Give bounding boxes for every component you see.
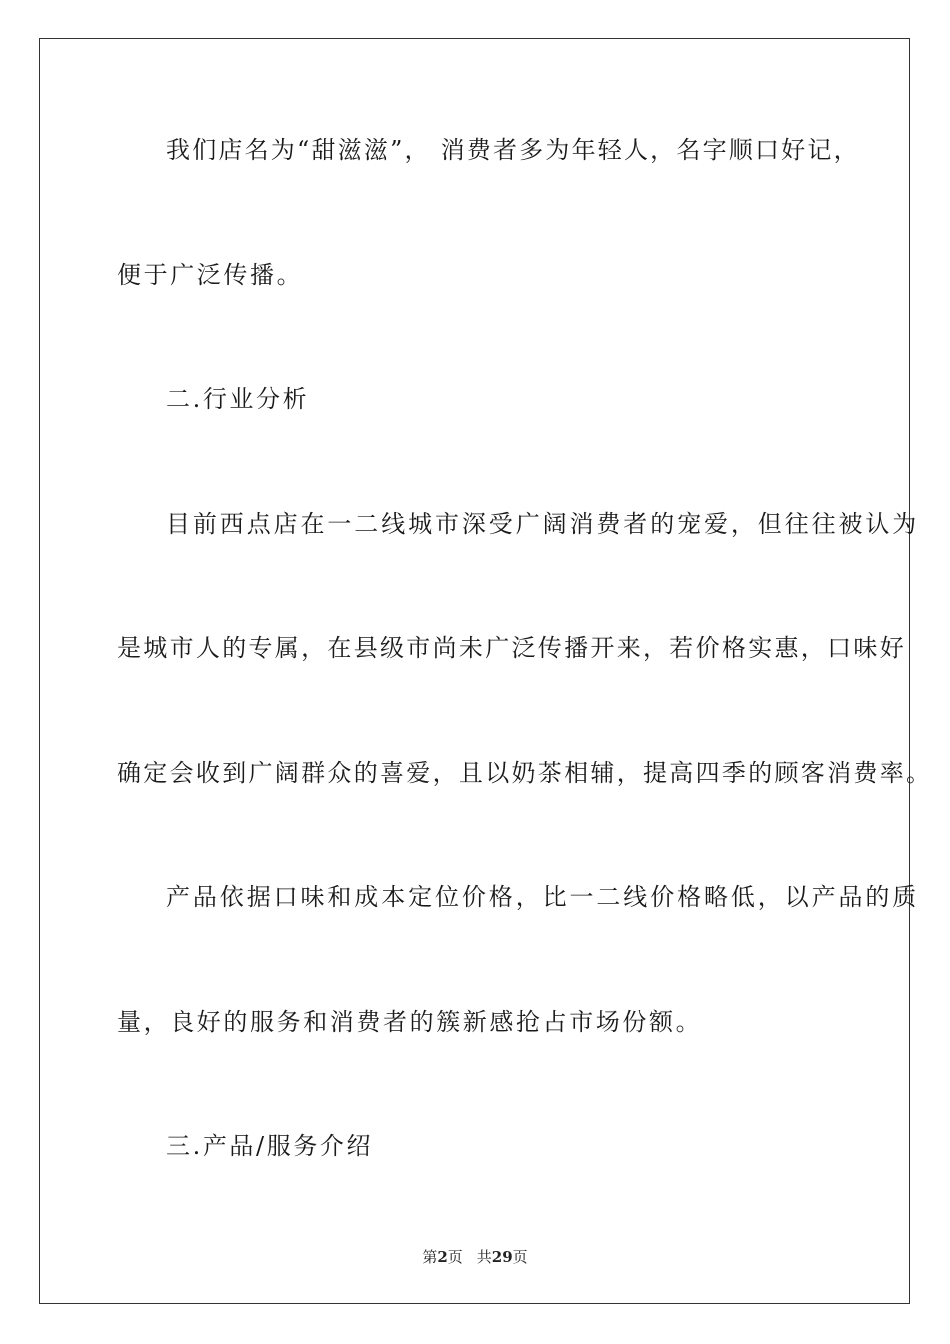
section-heading: 二.行业分析 (166, 385, 310, 413)
paragraph-line: 产品依据口味和成本定位价格，比一二线价格略低，以产品的质 (166, 883, 920, 911)
paragraph-line: 量，良好的服务和消费者的簇新感抢占市场份额。 (117, 1008, 703, 1036)
page-frame (39, 38, 910, 1304)
page-number: 2 (437, 1248, 448, 1266)
page-label-suffix: 页 (447, 1248, 463, 1266)
paragraph-line: 便于广泛传播。 (117, 261, 304, 289)
section-heading: 三.产品/服务介绍 (166, 1132, 374, 1160)
paragraph-line: 是城市人的专属，在县级市尚未广泛传播开来，若价格实惠，口味好 (117, 634, 906, 662)
total-label-suffix: 页 (512, 1248, 528, 1266)
page-footer (0, 1247, 950, 1267)
page-label-prefix: 第 (422, 1248, 438, 1266)
paragraph-line: 我们店名为“甜滋滋”， 消费者多为年轻人，名字顺口好记， (166, 136, 860, 164)
total-pages: 29 (491, 1248, 513, 1266)
paragraph-line: 目前西点店在一二线城市深受广阔消费者的宠爱，但往往被认为 (166, 510, 920, 538)
paragraph-line: 确定会收到广阔群众的喜爱，且以奶茶相辅，提高四季的顾客消费率。 (117, 759, 933, 787)
total-label-prefix: 共 (476, 1248, 492, 1266)
